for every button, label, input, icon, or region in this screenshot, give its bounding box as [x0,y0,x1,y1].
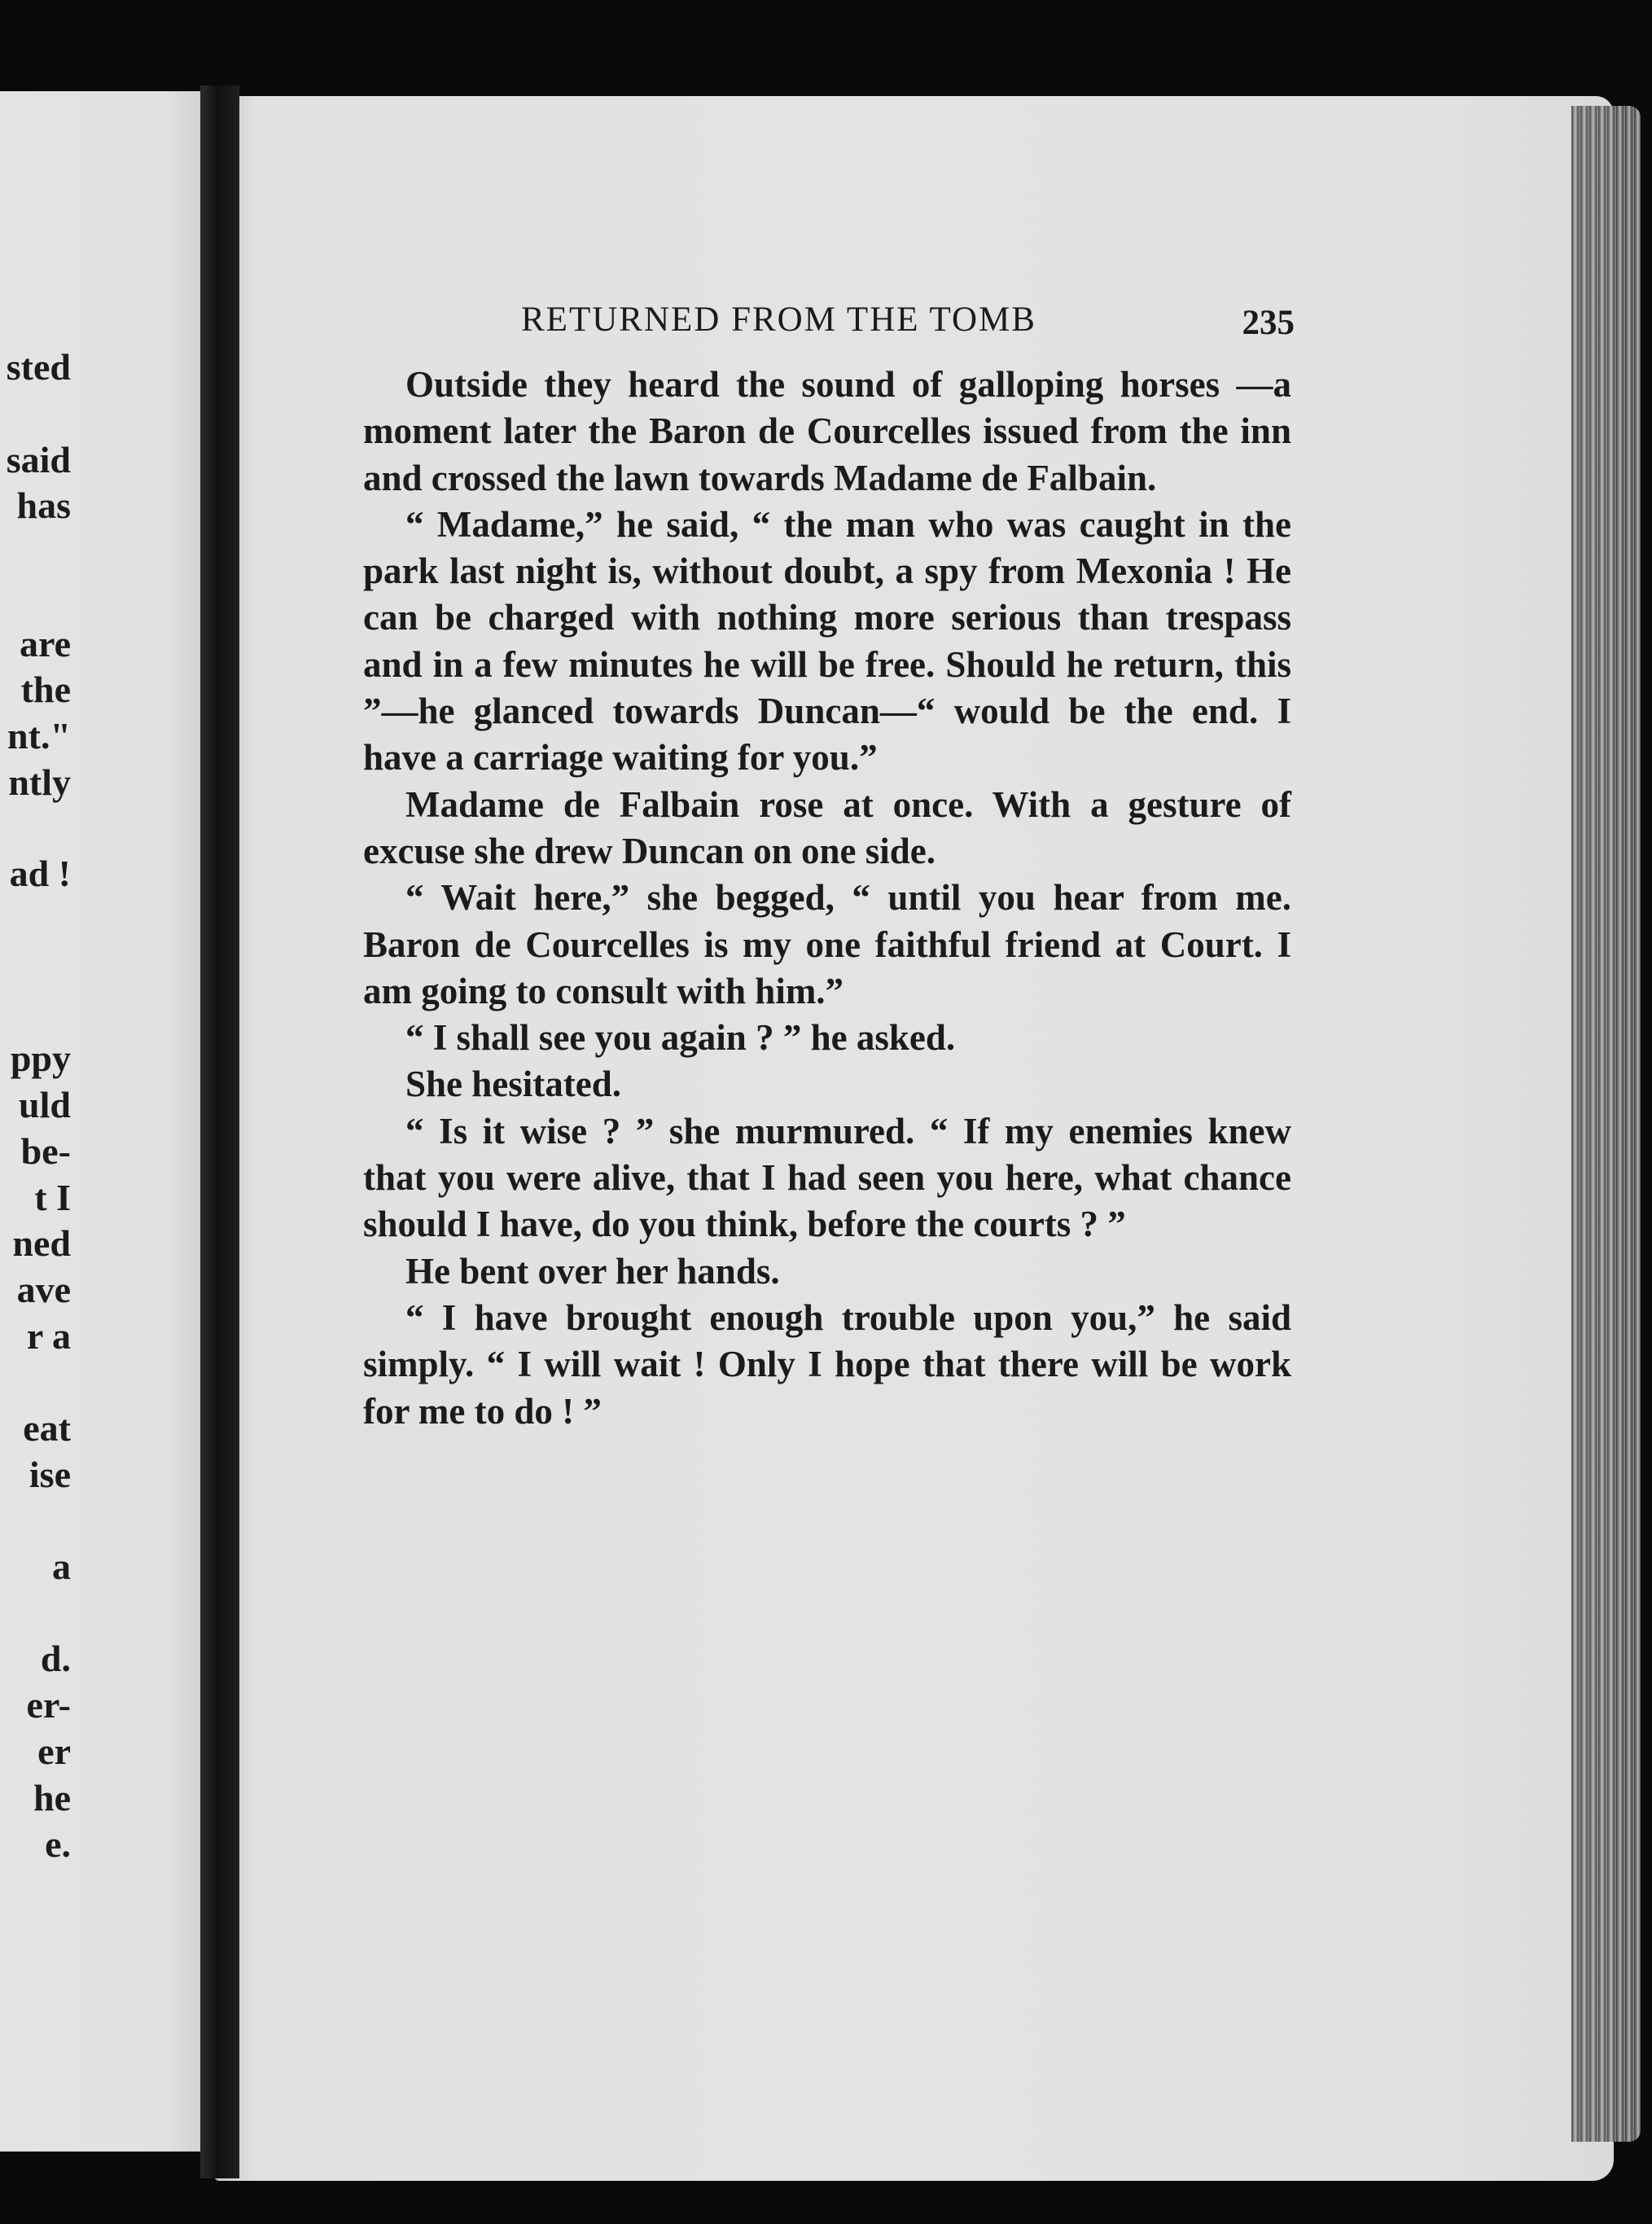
left-line-fragment: d. [40,1638,71,1679]
paragraph: She hesitated. [405,1064,622,1105]
left-line-fragment: he [33,1777,71,1818]
left-line-fragment: t I [34,1177,71,1218]
page-header [521,300,1295,349]
left-line-fragment: er [37,1731,71,1772]
left-page-text [0,0,77,2224]
paragraph: Outside they heard the sound of galloping horses —a moment later the Baron de Courcelles issued from the inn and crossed the lawn towards Madame de Falbain. [363,364,1291,498]
left-line-fragment: ntly [8,761,71,803]
paragraph: “ Wait here,” she begged, “ until you hear from me. Baron de Courcelles is my one faithful friend at Court. I am going to consult with him.” [363,877,1291,1011]
left-line-fragment: er- [26,1684,71,1726]
book-gutter [200,86,239,2178]
left-line-fragment: nt." [7,715,71,757]
left-line-fragment: are [19,623,71,665]
left-line-fragment: the [20,669,71,710]
paragraph: “ Is it wise ? ” she murmured. “ If my enemies knew that you were alive, that I had seen you here, what chance should I have, do you think, before the courts ? ” [363,1110,1291,1245]
left-line-fragment: be- [20,1130,71,1172]
paragraph: “ I have brought enough trouble upon you,” he said simply. “ I will wait ! Only I hope that there will be work for me to do ! ” [363,1296,1291,1432]
left-line-fragment: said [6,439,71,480]
left-line-fragment: ise [28,1454,71,1495]
left-line-fragment: uld [19,1084,71,1125]
paragraph: He bent over her hands. [405,1250,780,1292]
left-line-fragment: ned [12,1222,71,1264]
left-line-fragment: ppy [10,1037,71,1079]
paragraph: “ Madame,” he said, “ the man who was caught in the park last night is, without doubt, a spy from Mexonia ! He can be charged with nothing more serious than trespass and in a few minutes he will be free. Should he return, this ”—he glanced towards Duncan—“ would be the end. I have a carriage waiting for you.” [363,503,1291,779]
left-line-fragment: ave [16,1269,71,1310]
left-line-fragment: ad ! [9,853,71,894]
page-edges [1571,106,1641,2142]
page-body [363,362,1291,1435]
left-line-fragment: sted [6,346,71,388]
left-line-fragment: e. [45,1823,71,1865]
left-line-fragment: eat [23,1407,71,1449]
left-line-fragment: has [16,485,71,526]
paragraph: “ I shall see you again ? ” he asked. [405,1017,956,1059]
left-line-fragment: a [52,1546,71,1587]
paragraph: Madame de Falbain rose at once. With a gesture of excuse she drew Duncan on one side. [363,783,1291,871]
running-head: RETURNED FROM THE TOMB [521,300,1036,339]
page-number: 235 [1242,304,1295,342]
left-line-fragment: r a [26,1315,71,1357]
